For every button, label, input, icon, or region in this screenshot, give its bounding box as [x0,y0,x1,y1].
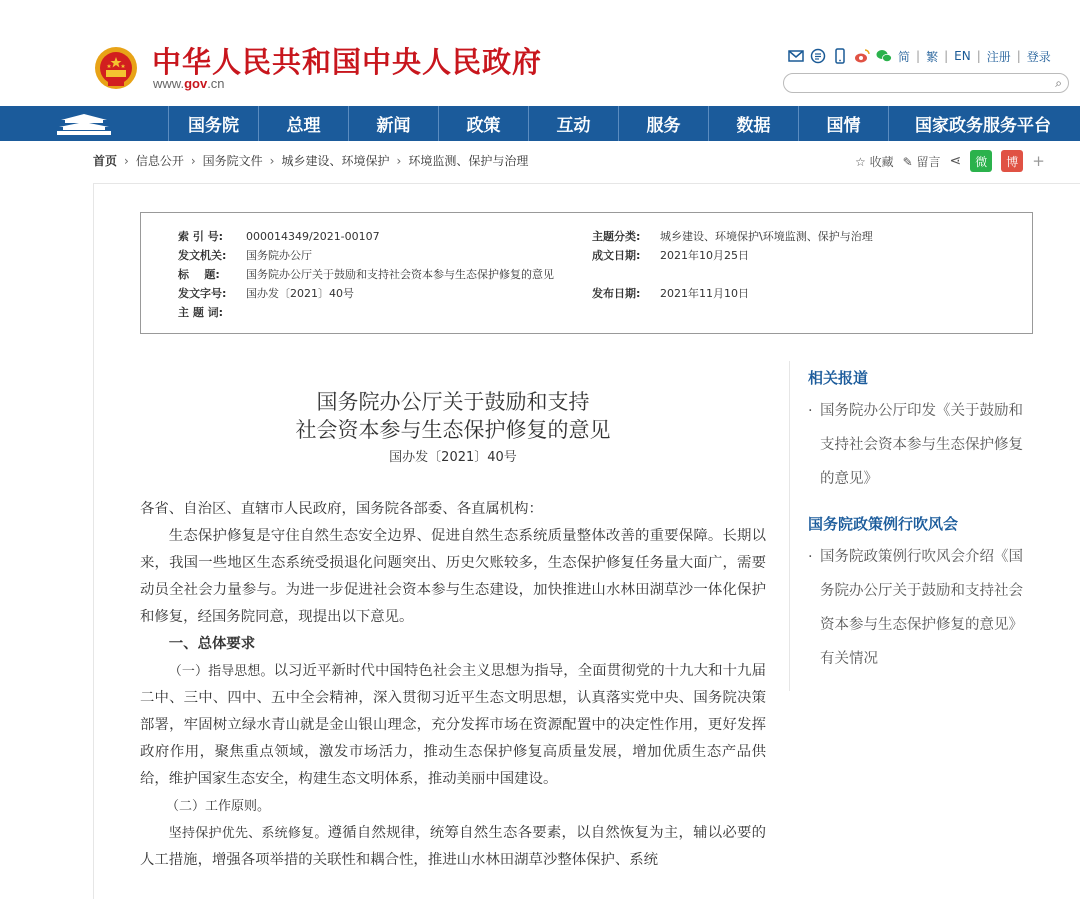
chevron-right-icon: › [269,153,275,168]
section-heading: 一、总体要求 [168,636,256,652]
register-link[interactable]: 注册 [986,49,1011,64]
mobile-icon[interactable] [832,48,848,64]
document-metadata [140,212,1033,334]
meta-value: 城乡建设、环境保护\环境监测、保护与治理 [660,230,873,243]
weibo-icon[interactable] [854,48,870,64]
nav-premier[interactable]: 总理 [259,106,349,141]
link-separator: | [976,49,981,63]
nav-services[interactable]: 服务 [619,106,709,141]
wechat-share-button[interactable]: 微 [970,150,992,172]
site-header [0,0,1080,106]
comment-label: 留言 [916,154,941,169]
url-suffix: .cn [207,76,225,91]
bullet-icon: · [808,403,813,419]
nav-gov-service-platform[interactable]: 国家政务服务平台 [915,116,1051,136]
meta-issuer [178,247,312,263]
meta-label: 发布日期: [592,287,641,300]
breadcrumb-urban-environment[interactable]: 城乡建设、环境保护 [281,154,390,168]
top-links [788,46,1051,66]
weibo-share-button[interactable]: 博 [1001,150,1023,172]
meta-value: 000014349/2021-00107 [246,230,380,243]
breadcrumb-home[interactable]: 首页 [93,154,118,168]
comment-button[interactable] [903,153,941,170]
nav-national-info[interactable]: 国情 [799,106,889,141]
lang-english-link[interactable]: EN [954,49,971,63]
wechat-icon[interactable] [876,48,892,64]
chevron-right-icon: › [190,153,196,168]
paragraph [140,820,766,874]
sidebar-briefing-title: 国务院政策例行吹风会 [808,515,959,533]
meta-value: 国办发〔2021〕40号 [246,287,354,300]
link-separator: | [944,49,949,63]
article-tools [855,150,1045,172]
main-nav [0,106,1080,141]
lang-simplified-link[interactable]: 简 [898,49,911,64]
meta-value: 国务院办公厅关于鼓励和支持社会资本参与生态保护修复的意见 [246,268,554,281]
article-body [140,496,766,874]
meta-label: 标 题: [178,268,220,281]
chevron-right-icon: › [396,153,402,168]
nav-data[interactable]: 数据 [709,106,799,141]
mail-icon[interactable] [788,48,804,64]
article-title-line: 社会资本参与生态保护修复的意见 [295,418,611,442]
meta-label: 成文日期: [592,249,641,262]
paragraph: 生态保护修复是守住自然生态安全边界、促进自然生态系统质量整体改善的重要保障。长期以来，我国一些地区生态系统受损退化问题突出、历史欠账较多，生态保护修复任务量大面广，需要动员全社会力量参与。为进一步促进社会资本参与生态建设，加快推进山水林田湖草沙一体化保护和修复，经国务院同意，现提出以下意见。 [140,528,766,625]
tiananmen-icon [55,112,113,136]
chevron-right-icon: › [124,153,129,168]
link-separator: | [916,49,921,63]
search-icon[interactable]: ⌕ [1055,76,1062,90]
meta-created-date [592,247,749,263]
sidebar-briefing-link[interactable]: 国务院政策例行吹风会介绍《国务院办公厅关于鼓励和支持社会资本参与生态保护修复的意见》有关情况 [820,549,1023,667]
national-emblem-icon[interactable] [93,44,139,90]
nav-interaction[interactable]: 互动 [529,106,619,141]
favorite-button[interactable] [855,153,894,170]
url-prefix: www. [153,76,185,91]
site-url[interactable] [153,76,225,91]
salutation: 各省、自治区、直辖市人民政府，国务院各部委、各直属机构： [140,501,543,517]
meta-label: 主题分类: [592,230,641,243]
search-input[interactable] [783,73,1069,93]
meta-value: 国务院办公厅 [246,249,312,262]
rss-icon[interactable] [810,48,826,64]
sub-heading: （二）工作原则。 [166,799,271,814]
login-link[interactable]: 登录 [1026,49,1051,64]
meta-keywords [178,304,246,320]
sidebar-related-title: 相关报道 [808,369,869,387]
link-separator: | [1016,49,1021,63]
lang-traditional-link[interactable]: 繁 [926,49,939,64]
meta-label: 发文字号: [178,287,227,300]
meta-value: 2021年10月25日 [660,249,749,262]
breadcrumb [93,152,528,169]
breadcrumb-info-disclosure[interactable]: 信息公开 [135,154,184,168]
more-share-button[interactable]: + [1032,152,1045,170]
sidebar-related-item[interactable] [808,394,1026,496]
nav-state-council[interactable]: 国务院 [169,106,259,141]
bullet-icon: · [808,549,813,565]
breadcrumb-state-council-docs[interactable]: 国务院文件 [202,154,263,168]
breadcrumb-environment-monitoring[interactable]: 环境监测、保护与治理 [408,154,529,168]
principle-label: 坚持保护优先、系统修复。 [168,826,328,841]
star-icon: ☆ [855,154,866,169]
sub-text: 以习近平新时代中国特色社会主义思想为指导，全面贯彻党的十九大和十九届二中、三中、四中、五中全会精神，深入贯彻习近平生态文明思想，认真落实党中央、国务院决策部署，牢固树立绿水青山就是金山银山理念，充分发挥市场在资源配置中的决定性作用，更好发挥政府作用，聚焦重点领域，激发市场活力，推动生态保护修复高质量发展，增加优质生态产品供给，维护国家生态安全，构建生态文明体系，推动美丽中国建设。 [140,663,766,787]
nav-home[interactable] [0,106,169,141]
meta-label: 发文机关: [178,249,227,262]
article-title [140,388,766,444]
nav-news[interactable]: 新闻 [349,106,439,141]
meta-label: 索 引 号: [178,230,224,243]
meta-published-date [592,285,749,301]
meta-category [592,228,873,244]
sub-label: （一）指导思想。 [168,664,274,679]
article-doc-number: 国办发〔2021〕40号 [389,450,517,465]
pencil-icon: ✎ [902,154,913,169]
favorite-label: 收藏 [869,154,894,169]
meta-index [178,228,380,244]
meta-value: 2021年11月10日 [660,287,749,300]
sidebar [789,361,1040,691]
meta-label: 主 题 词: [178,306,224,319]
sidebar-related-link[interactable]: 国务院办公厅印发《关于鼓励和支持社会资本参与生态保护修复的意见》 [820,403,1023,487]
site-name[interactable]: 中华人民共和国中央人民政府 [152,45,543,79]
share-icon[interactable]: ⋖ [949,153,962,169]
url-brand: gov [184,76,208,91]
sidebar-briefing-item[interactable] [808,540,1026,676]
nav-policy[interactable]: 政策 [439,106,529,141]
article-title-line: 国务院办公厅关于鼓励和支持 [316,390,590,414]
meta-doc-number [178,285,354,301]
meta-title [178,266,554,282]
paragraph [140,658,766,793]
principle-text: 遵循自然规律，统筹自然生态各要素，以自然恢复为主，辅以必要的人工措施，增强各项举措的关联性和耦合性，推进山水林田湖草沙整体保护、系统 [140,825,766,868]
